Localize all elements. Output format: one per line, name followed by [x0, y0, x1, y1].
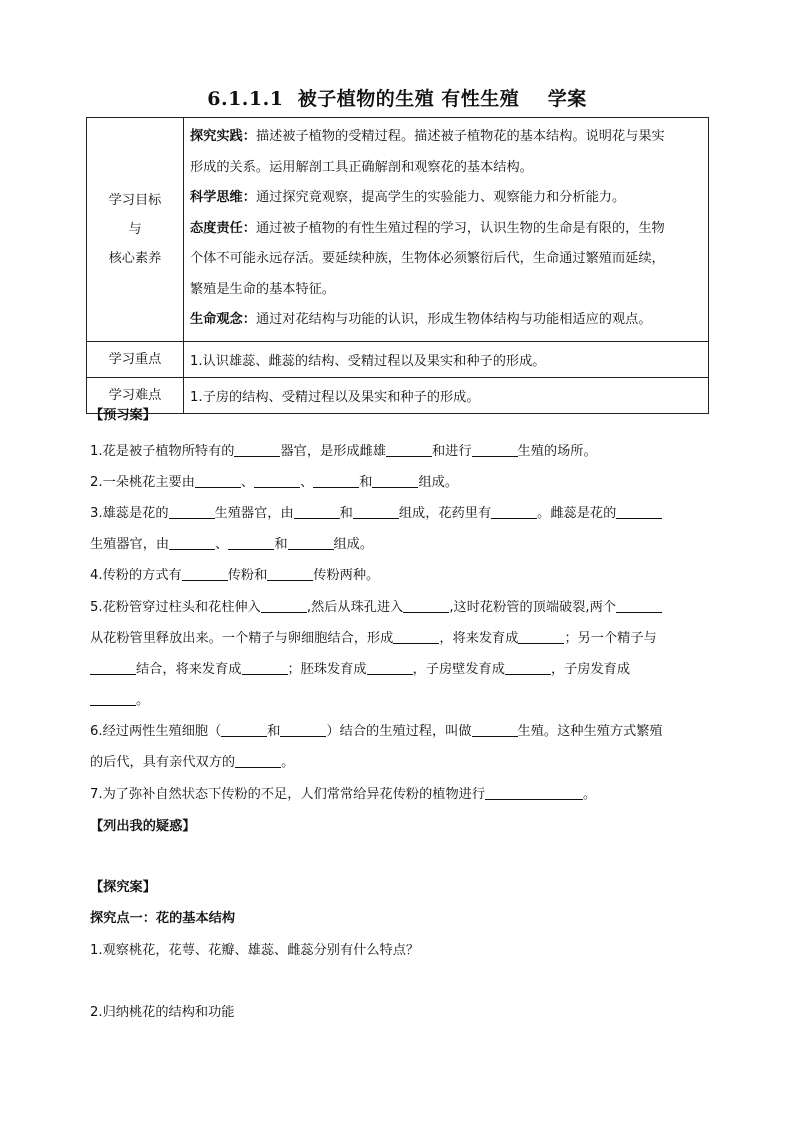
answer-blank[interactable]: [485, 786, 583, 800]
key-points-label: 学习重点: [87, 342, 184, 378]
answer-blank[interactable]: [221, 723, 267, 737]
question-text: 生殖的场所。: [517, 444, 597, 459]
goal-line: [190, 122, 702, 153]
question-text: 传粉两种。: [313, 568, 380, 583]
goal-line: [190, 153, 702, 184]
goal-heading: 科学思维：: [190, 190, 256, 206]
question-text: 和: [339, 506, 353, 521]
answer-blank[interactable]: [288, 536, 334, 550]
goal-text: 通过被子植物的有性生殖过程的学习，认识生物的生命是有限的，生物: [255, 220, 665, 236]
question-text: 结合，将来发育成: [136, 662, 242, 677]
preview-heading: 【预习案】: [90, 408, 156, 423]
goals-label-line: 学习目标: [108, 193, 162, 208]
question-text: 和: [274, 537, 288, 552]
question-text: ；胚珠发育成: [287, 662, 367, 677]
question-text: 的后代，具有亲代双方的: [90, 755, 236, 770]
answer-blank[interactable]: [169, 536, 215, 550]
goal-text: 通过对花结构与功能的认识，形成生物体结构与功能相适应的观点。: [255, 312, 652, 328]
question-text: 2.一朵桃花主要由: [90, 475, 195, 490]
question-text: 7.为了弥补自然状态下传粉的不足，人们常常给异花传粉的植物进行: [90, 787, 486, 802]
answer-blank[interactable]: [518, 630, 564, 644]
question-2: [90, 471, 710, 490]
question-7: [90, 783, 710, 802]
question-text: 、: [300, 475, 314, 490]
question-text: 传粉和: [227, 568, 268, 583]
answer-blank[interactable]: [242, 661, 288, 675]
question-text: ,这时花粉管的顶端破裂,两个: [449, 600, 616, 615]
question-1: [90, 440, 710, 459]
question-5-line-2: [90, 627, 710, 646]
explore-question-2: 2.归纳桃花的结构和功能: [90, 1005, 235, 1020]
question-text: 5.花粉管穿过柱头和花柱伸入: [90, 600, 261, 615]
question-text: 、: [240, 475, 255, 490]
answer-blank[interactable]: [195, 474, 241, 488]
answer-blank[interactable]: [182, 567, 228, 581]
goal-text: 个体不可能永远存活。要延续种族，生物体必须繁衍后代，生命通过繁殖而延续，: [190, 251, 665, 267]
question-text: 3.雄蕊是花的: [90, 506, 169, 521]
question-text: 。: [281, 755, 295, 770]
question-text: ，子房壁发育成: [412, 662, 505, 677]
question-3-line-1: [90, 502, 710, 521]
learning-goals-table: [86, 117, 709, 414]
answer-blank[interactable]: [353, 505, 399, 519]
question-text: ；另一个精子与: [564, 631, 657, 646]
answer-blank[interactable]: [393, 630, 439, 644]
answer-blank[interactable]: [403, 599, 449, 613]
question-6-line-1: [90, 720, 710, 739]
question-text: ）结合的生殖过程，叫做: [326, 724, 472, 739]
goal-heading: 生命观念：: [190, 312, 256, 328]
key-points-text: 1.认识雄蕊、雌蕊的结构、受精过程以及果实和种子的形成。: [184, 342, 709, 378]
answer-blank[interactable]: [261, 599, 307, 613]
question-text: 。: [136, 693, 150, 708]
goal-line: [190, 183, 702, 214]
question-text: ，子房发育成: [550, 662, 631, 677]
question-text: 和进行: [431, 444, 472, 459]
question-text: 4.传粉的方式有: [90, 568, 182, 583]
goal-line: [190, 214, 702, 245]
question-6-line-2: [90, 751, 710, 770]
goal-text: 形成的关系。运用解剖工具正确解剖和观察花的基本结构。: [190, 159, 533, 175]
question-text: 组成。: [333, 537, 374, 552]
answer-blank[interactable]: [616, 599, 662, 613]
question-text: 从花粉管里释放出来。一个精子与卵细胞结合，形成: [90, 631, 394, 646]
question-text: 生殖。这种生殖方式繁殖: [517, 724, 663, 739]
explore-question-1: 1.观察桃花，花萼、花瓣、雄蕊、雌蕊分别有什么特点？: [90, 943, 420, 958]
goal-text: 繁殖是生命的基本特征。: [190, 281, 336, 297]
difficulties-text: 1.子房的结构、受精过程以及果实和种子的形成。: [184, 378, 709, 414]
question-text: 1.花是被子植物所特有的: [90, 444, 235, 459]
answer-blank[interactable]: [267, 567, 313, 581]
question-5-line-3: [90, 658, 710, 677]
question-4: [90, 564, 710, 583]
goal-heading: 探究实践：: [190, 129, 256, 145]
page-title: 6.1.1.1 被子植物的生殖 有性生殖 学案: [207, 88, 587, 110]
goals-label-line: 核心素养: [108, 251, 162, 266]
doubt-heading: 【列出我的疑惑】: [90, 819, 196, 834]
goal-heading: 态度责任：: [190, 220, 256, 236]
question-5-line-1: [90, 596, 710, 615]
question-text: 。: [583, 787, 597, 802]
question-text: ，将来发育成: [439, 631, 519, 646]
explore-heading: 【探究案】: [90, 880, 156, 895]
goals-label-line: 与: [128, 222, 142, 237]
answer-blank[interactable]: [313, 474, 359, 488]
answer-blank[interactable]: [616, 505, 662, 519]
question-5-line-4: [90, 689, 710, 708]
goal-line: [190, 275, 702, 306]
difficulties-label: 学习难点: [87, 378, 184, 414]
goals-label-cell: [87, 118, 184, 342]
question-text: 生殖器官，由: [214, 506, 294, 521]
answer-blank[interactable]: [491, 505, 537, 519]
table-row: [87, 342, 709, 378]
answer-blank[interactable]: [386, 443, 432, 457]
table-row: [87, 118, 709, 342]
goal-text: 通过探究竟观察，提高学生的实验能力、观察能力和分析能力。: [255, 190, 626, 206]
answer-blank[interactable]: [169, 505, 215, 519]
question-3-line-2: [90, 533, 710, 552]
answer-blank[interactable]: [234, 443, 280, 457]
question-text: 和: [359, 475, 373, 490]
goal-text: 描述被子植物的受精过程。描述被子植物花的基本结构。说明花与果实: [255, 129, 665, 145]
question-text: 生殖器官，由: [90, 537, 170, 552]
answer-blank[interactable]: [90, 692, 136, 706]
question-text: ,然后从珠孔进入: [306, 600, 404, 615]
answer-blank[interactable]: [90, 661, 136, 675]
answer-blank[interactable]: [280, 723, 326, 737]
answer-blank[interactable]: [372, 474, 418, 488]
answer-blank[interactable]: [294, 505, 340, 519]
question-text: 和: [267, 724, 281, 739]
question-text: 组成，花药里有: [398, 506, 492, 521]
question-text: 。雌蕊是花的: [537, 506, 617, 521]
goal-line: [190, 244, 702, 275]
answer-blank[interactable]: [367, 661, 413, 675]
question-text: 组成。: [418, 475, 459, 490]
goals-content-cell: [184, 118, 709, 342]
goal-line: [190, 305, 702, 336]
answer-blank[interactable]: [228, 536, 274, 550]
answer-blank[interactable]: [472, 723, 518, 737]
answer-blank[interactable]: [472, 443, 518, 457]
answer-blank[interactable]: [235, 754, 281, 768]
answer-blank[interactable]: [505, 661, 551, 675]
question-text: 器官，是形成雌雄: [280, 444, 386, 459]
explore-point-heading: 探究点一：花的基本结构: [90, 911, 236, 926]
question-text: 、: [215, 537, 229, 552]
answer-blank[interactable]: [254, 474, 300, 488]
question-text: 6.经过两性生殖细胞（: [90, 724, 222, 739]
